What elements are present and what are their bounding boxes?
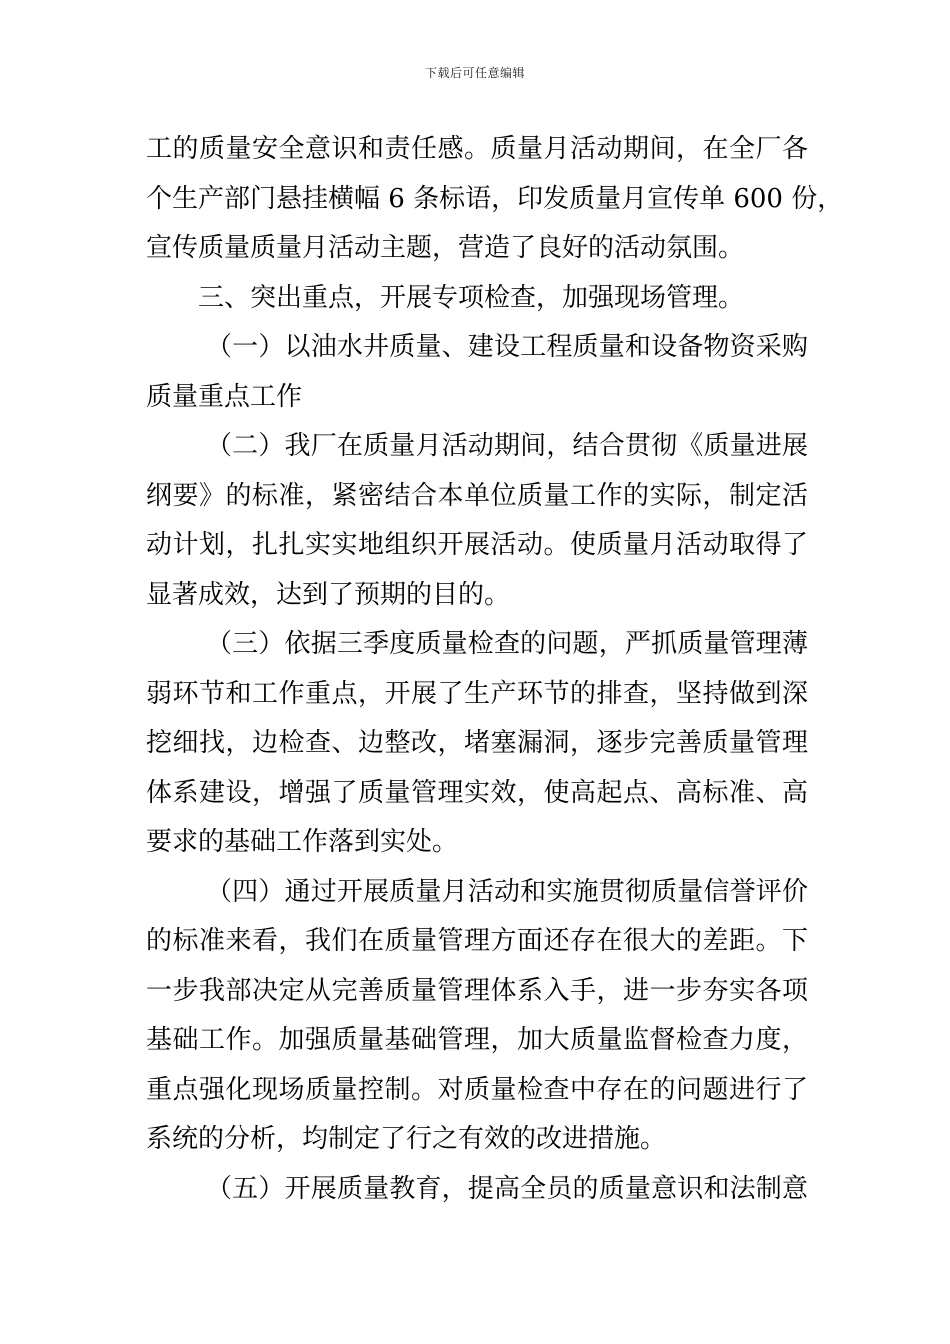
- text-line: （三）依据三季度质量检查的问题，严抓质量管理薄: [206, 629, 808, 659]
- text-line: 纲要》的标准，紧密结合本单位质量工作的实际，制定活: [146, 480, 808, 511]
- document-body: [146, 125, 844, 1214]
- text-line: 系统的分析，均制定了行之有效的改进措施。: [146, 1124, 667, 1154]
- text-line: （一）以油水井质量、建设工程质量和设备物资采购: [206, 332, 808, 362]
- text-line: 一步我部决定从完善质量管理体系入手，进一步夯实各项: [146, 975, 808, 1006]
- text-line: 个生产部门悬挂横幅 6 条标语，印发质量月宣传单 600 份，: [146, 183, 844, 214]
- text-line: 挖细找，边检查、边整改，堵塞漏洞，逐步完善质量管理: [146, 728, 808, 758]
- text-line: 的标准来看，我们在质量管理方面还存在很大的差距。下: [146, 926, 808, 956]
- text-line: 工的质量安全意识和责任感。质量月活动期间，在全厂各: [146, 134, 808, 164]
- text-line: （四）通过开展质量月活动和实施贯彻质量信誉评价: [206, 876, 808, 907]
- text-line: 重点强化现场质量控制。对质量检查中存在的问题进行了: [146, 1074, 808, 1105]
- text-line: （五）开展质量教育，提高全员的质量意识和法制意: [206, 1173, 808, 1204]
- page-header: 下载后可任意编辑: [424, 66, 525, 80]
- text-line: 体系建设，增强了质量管理实效，使高起点、高标准、高: [146, 777, 808, 808]
- text-line: 弱环节和工作重点，开展了生产环节的排查，坚持做到深: [146, 678, 808, 709]
- text-line: 宣传质量质量月活动主题，营造了良好的活动氛围。: [146, 233, 745, 263]
- text-line: 基础工作。加强质量基础管理，加大质量监督检查力度，: [146, 1025, 808, 1055]
- text-line: 三、突出重点，开展专项检查，加强现场管理。: [198, 282, 745, 313]
- text-line: 显著成效，达到了预期的目的。: [146, 579, 511, 610]
- text-line: 动计划，扎扎实实地组织开展活动。使质量月活动取得了: [146, 530, 808, 560]
- text-line: 要求的基础工作落到实处。: [146, 827, 459, 857]
- text-line: 质量重点工作: [146, 381, 303, 412]
- text-line: （二）我厂在质量月活动期间，结合贯彻《质量进展: [206, 431, 808, 461]
